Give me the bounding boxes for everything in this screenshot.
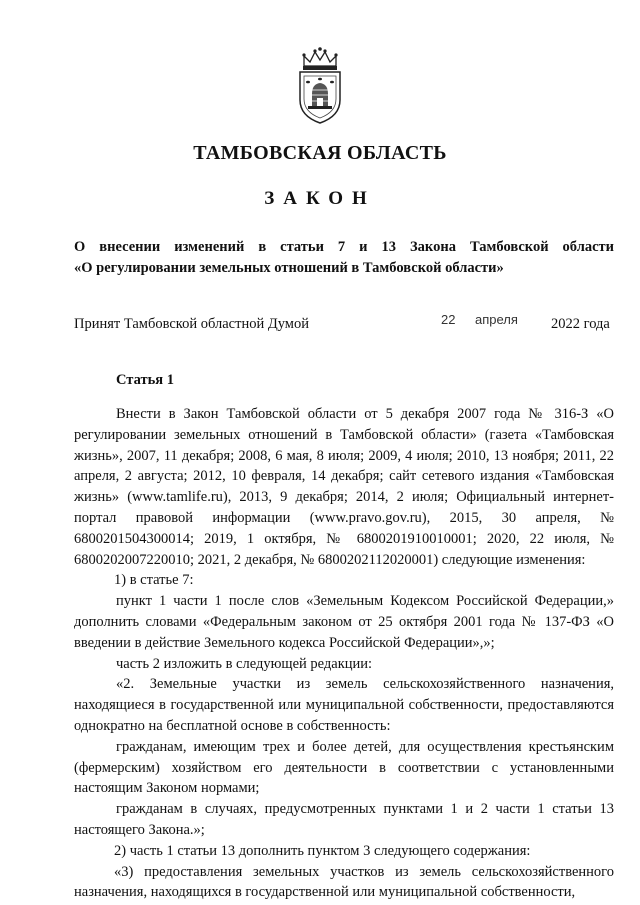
paragraph-new-part-2: «2. Земельные участки из земель сельскохозяйственного назначения, находящиеся в государственной или муниципальной собственности, предоставляются однократно на бесплатной основе в собственность: — [74, 676, 614, 734]
article-body — [74, 404, 614, 903]
paragraph-amend-part-1: пункт 1 части 1 после слов «Земельным Кодексом Российской Федерации,» дополнить словами «Федеральным законом от 25 октября 2001 года № 137-ФЗ «О введении в действие Земельного кодекса Российской Федерации»,»; — [74, 593, 614, 651]
paragraph-new-point-3: «3) предоставления земельных участков из земель сельскохозяйственного назначения, находящихся в государственной или муниципальной собственности, — [74, 863, 614, 901]
paragraph-cases: гражданам в случаях, предусмотренных пунктами 1 и 2 части 1 статьи 13 настоящего Закона.»; — [74, 801, 614, 838]
paragraph-item-1: 1) в статье 7: — [114, 572, 194, 589]
adopted-by: Принят Тамбовской областной Думой — [74, 316, 309, 332]
document-type-title: ЗАКОН — [264, 188, 376, 209]
law-subject-line-1: О внесении изменений в статьи 7 и 13 Закона Тамбовской области — [74, 239, 614, 255]
paragraph-amend-part-2: часть 2 изложить в следующей редакции: — [116, 655, 373, 672]
adoption-year: 2022 года — [551, 316, 610, 332]
article-heading: Статья 1 — [116, 372, 174, 388]
adoption-day: 22 — [441, 312, 456, 327]
paragraph-large-families: гражданам, имеющим трех и более детей, для осуществления крестьянским (фермерским) хозяйством его деятельности в соответствии с установленными настоящим Законом нормами; — [74, 738, 614, 797]
paragraph-item-2: 2) часть 1 статьи 13 дополнить пунктом 3 следующего содержания: — [114, 842, 531, 859]
adoption-month: апреля — [475, 312, 518, 327]
paragraph-intro: Внести в Закон Тамбовской области от 5 декабря 2007 года № 316-З «О регулировании земельных отношений в Тамбовской области» (газета «Тамбовская жизнь», 2007, 11 декабря; 2008, 6 мая, 8 июля; 2009, 4 июля; 2010, 13 ноября; 2011, 22 апреля, 2 августа; 2012, 10 февраля, 14 декабря; сайт сетевого издания «Тамбовская жизнь» (www.tamlife.ru), 2013, 9 декабря; 2014, 2 июля; Официальный интернет-портал правовой информации (www.pravo.gov.ru), 2015, 30 апреля, № 6800201504300014; 2019, 1 октября, № 6800201910010001; 2020, 22 июля, № 6800202007220010; 2021, 2 декабря, № 6800202112020001) следующие изменения: — [74, 406, 614, 568]
coat-of-arms-icon — [290, 46, 350, 126]
law-subject-line-2: «О регулировании земельных отношений в Тамбовской области» — [74, 260, 504, 276]
region-title: ТАМБОВСКАЯ ОБЛАСТЬ — [193, 142, 447, 164]
